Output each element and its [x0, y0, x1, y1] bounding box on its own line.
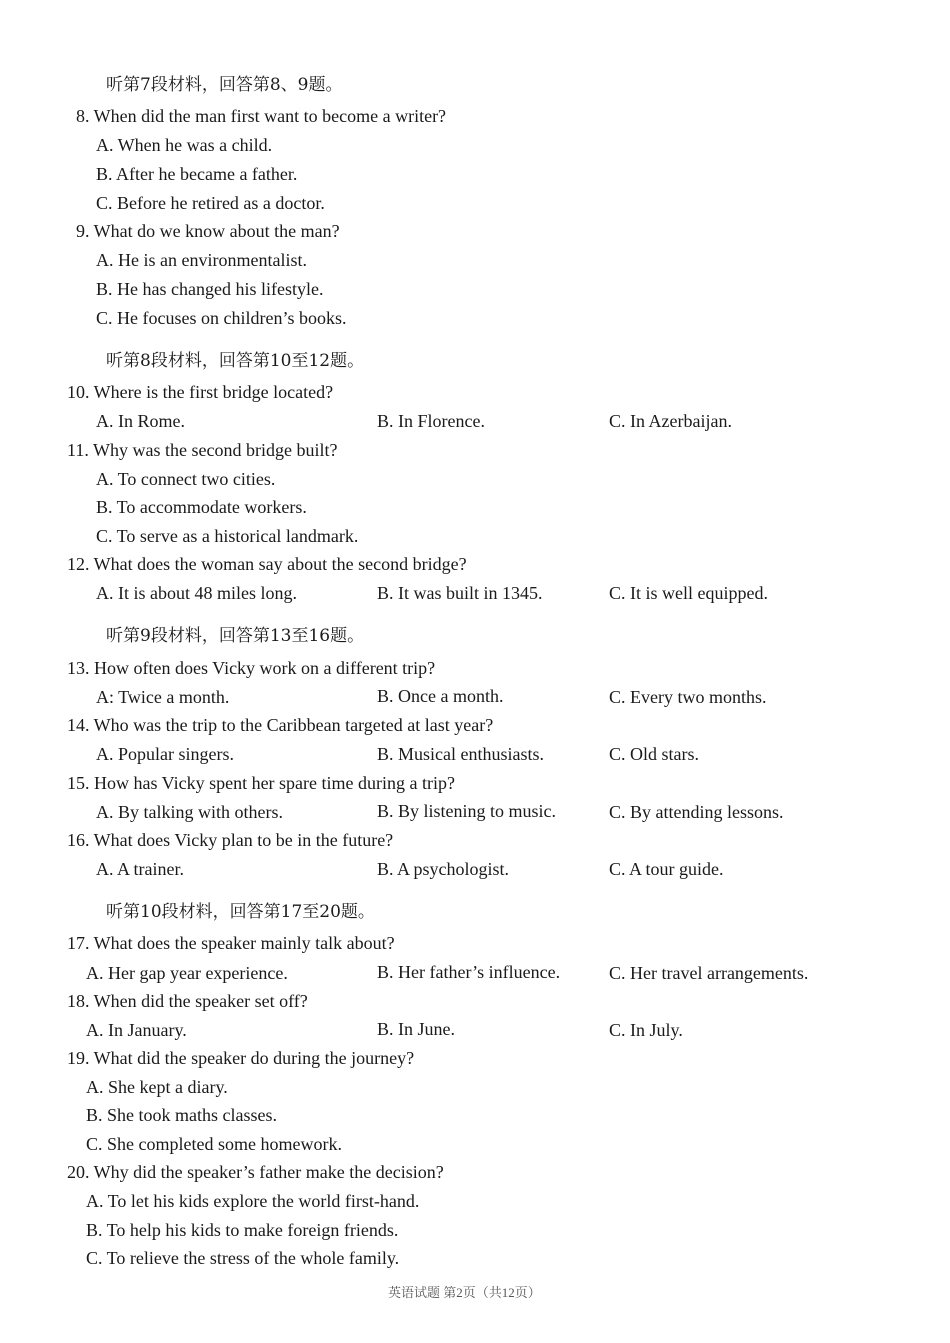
section-heading: 听第9段材料，回答第13至16题。 — [106, 626, 365, 646]
option-a: A. To connect two cities. — [96, 469, 276, 489]
option-b: B. To help his kids to make foreign friends. — [86, 1220, 399, 1240]
section-heading: 听第7段材料，回答第8、9题。 — [106, 75, 343, 95]
option-a: A. She kept a diary. — [86, 1077, 228, 1097]
question-stem: 16. What does Vicky plan to be in the future? — [67, 830, 394, 850]
option-b: B. In Florence. — [377, 411, 485, 431]
option-c: C. Every two months. — [609, 687, 767, 707]
option-c: C. It is well equipped. — [609, 583, 768, 603]
question-stem: 19. What did the speaker do during the journey? — [67, 1048, 415, 1068]
section-heading: 听第8段材料，回答第10至12题。 — [106, 351, 365, 371]
option-c: C. In July. — [609, 1020, 683, 1040]
option-b: B. Once a month. — [377, 686, 504, 706]
question-stem: 12. What does the woman say about the second bridge? — [67, 554, 467, 574]
question-stem: 9. What do we know about the man? — [76, 221, 340, 241]
option-a: A. In Rome. — [96, 411, 185, 431]
option-b: B. It was built in 1345. — [377, 583, 543, 603]
page-footer: 英语试题 第2页（共12页） — [388, 1285, 541, 1300]
question-stem: 14. Who was the trip to the Caribbean targeted at last year? — [67, 715, 494, 735]
option-a: A. A trainer. — [96, 859, 184, 879]
option-c: C. In Azerbaijan. — [609, 411, 732, 431]
option-c: C. Old stars. — [609, 744, 699, 764]
option-a: A. In January. — [86, 1020, 187, 1040]
option-a: A. Popular singers. — [96, 744, 234, 764]
option-b: B. Musical enthusiasts. — [377, 744, 544, 764]
option-a: A. By talking with others. — [96, 802, 283, 822]
option-b: B. He has changed his lifestyle. — [96, 279, 324, 299]
option-a: A. Her gap year experience. — [86, 963, 288, 983]
question-stem: 15. How has Vicky spent her spare time during a trip? — [67, 773, 455, 793]
option-b: B. After he became a father. — [96, 164, 298, 184]
question-stem: 11. Why was the second bridge built? — [67, 440, 338, 460]
option-b: B. Her father’s influence. — [377, 962, 561, 982]
option-c: C. By attending lessons. — [609, 802, 784, 822]
option-b: B. She took maths classes. — [86, 1105, 277, 1125]
option-b: B. In June. — [377, 1019, 455, 1039]
option-c: C. Her travel arrangements. — [609, 963, 809, 983]
option-c: C. Before he retired as a doctor. — [96, 193, 325, 213]
question-stem: 20. Why did the speaker’s father make the decision? — [67, 1162, 444, 1182]
question-stem: 10. Where is the first bridge located? — [67, 382, 334, 402]
option-b: B. A psychologist. — [377, 859, 510, 879]
option-a: A. When he was a child. — [96, 135, 273, 155]
option-c: C. She completed some homework. — [86, 1134, 342, 1154]
question-stem: 8. When did the man first want to become a writer? — [76, 106, 447, 126]
question-stem: 17. What does the speaker mainly talk about? — [67, 933, 395, 953]
option-c: C. To relieve the stress of the whole family. — [86, 1248, 400, 1268]
option-c: C. He focuses on children’s books. — [96, 308, 347, 328]
option-b: B. To accommodate workers. — [96, 497, 307, 517]
option-a: A. He is an environmentalist. — [96, 250, 307, 270]
option-c: C. A tour guide. — [609, 859, 724, 879]
section-heading: 听第10段材料，回答第17至20题。 — [106, 902, 375, 922]
option-c: C. To serve as a historical landmark. — [96, 526, 359, 546]
option-a: A: Twice a month. — [96, 687, 230, 707]
question-stem: 18. When did the speaker set off? — [67, 991, 308, 1011]
option-a: A. It is about 48 miles long. — [96, 583, 297, 603]
option-b: B. By listening to music. — [377, 801, 557, 821]
option-a: A. To let his kids explore the world first-hand. — [86, 1191, 420, 1211]
question-stem: 13. How often does Vicky work on a different trip? — [67, 658, 436, 678]
